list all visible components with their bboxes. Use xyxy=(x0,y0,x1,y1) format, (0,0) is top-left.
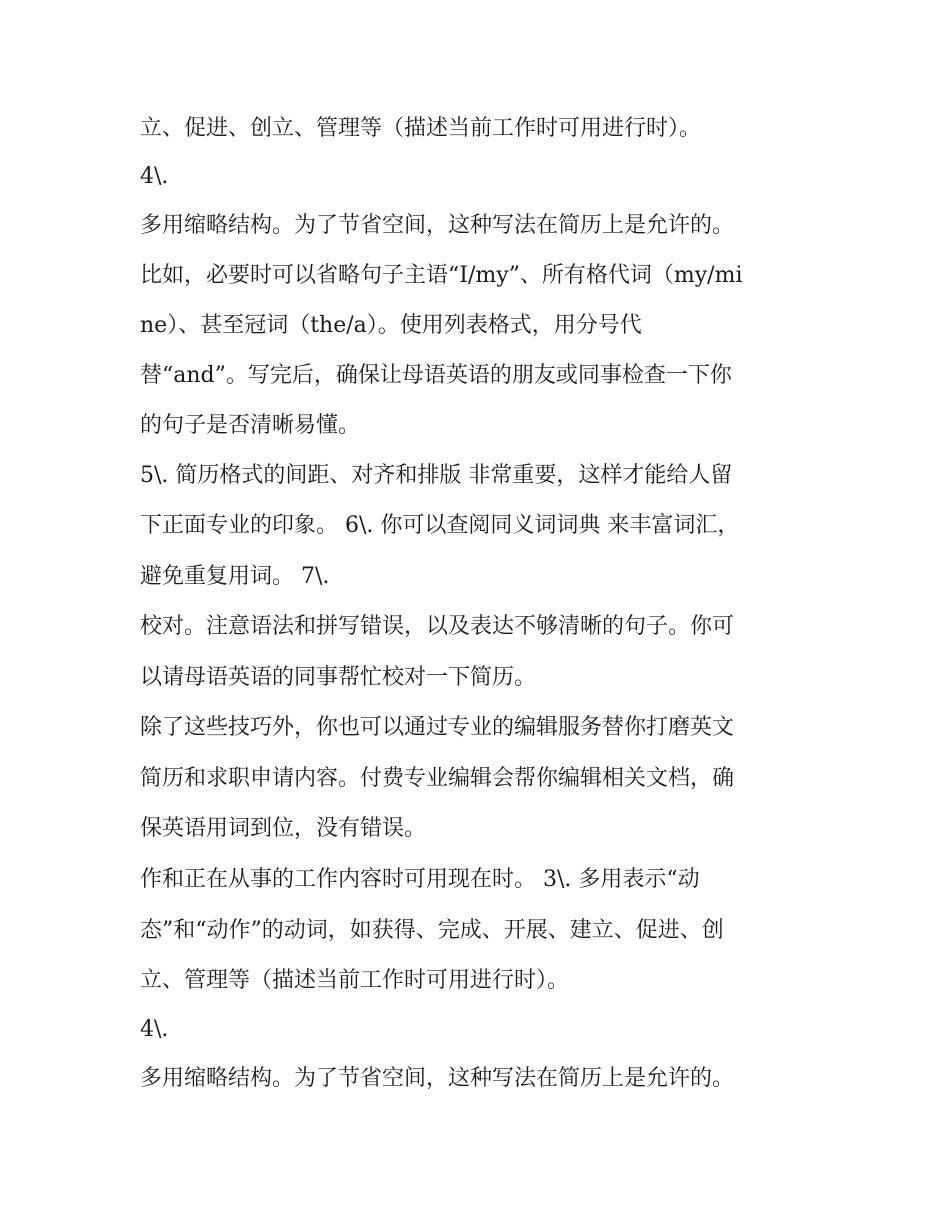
text-line: 下正面专业的印象。 6\. 你可以查阅同义词词典 来丰富词汇， xyxy=(140,513,740,538)
text-line: 立、促进、创立、管理等（描述当前工作时可用进行时）。 xyxy=(140,116,702,141)
text-line: 校对。注意语法和拼写错误，以及表达不够清晰的句子。你可 xyxy=(140,614,735,639)
text-line: 以请母语英语的同事帮忙校对一下简历。 xyxy=(140,665,537,690)
text-line: 保英语用词到位，没有错误。 xyxy=(140,816,427,841)
text-line: 多用缩略结构。为了节省空间，这种写法在简历上是允许的。 xyxy=(140,1066,735,1091)
text-line: ne）、甚至冠词（the/a）。使用列表格式，用分号代 xyxy=(140,313,642,338)
text-line: 作和正在从事的工作内容时可用现在时。 3\. 多用表示“动 xyxy=(140,867,700,892)
text-line: 简历和求职申请内容。付费专业编辑会帮你编辑相关文档，确 xyxy=(140,766,735,791)
text-line: 态”和“动作”的动词，如获得、完成、开展、建立、促进、创 xyxy=(140,918,724,943)
text-line: 的句子是否清晰易懂。 xyxy=(140,413,361,438)
text-line: 5\. 简历格式的间距、对齐和排版 非常重要，这样才能给人留 xyxy=(140,463,733,488)
text-line: 4\. xyxy=(140,1017,169,1042)
text-line: 比如，必要时可以省略句子主语“I/my”、所有格代词（my/mi xyxy=(140,263,743,288)
text-line: 4\. xyxy=(140,164,169,189)
text-line: 立、管理等（描述当前工作时可用进行时）。 xyxy=(140,968,570,993)
text-line: 避免重复用词。 7\. xyxy=(140,564,330,589)
text-line: 多用缩略结构。为了节省空间，这种写法在简历上是允许的。 xyxy=(140,213,735,238)
text-line: 除了这些技巧外，你也可以通过专业的编辑服务替你打磨英文 xyxy=(140,715,735,740)
text-line: 替“and”。写完后，确保让母语英语的朋友或同事检查一下你 xyxy=(140,363,732,388)
